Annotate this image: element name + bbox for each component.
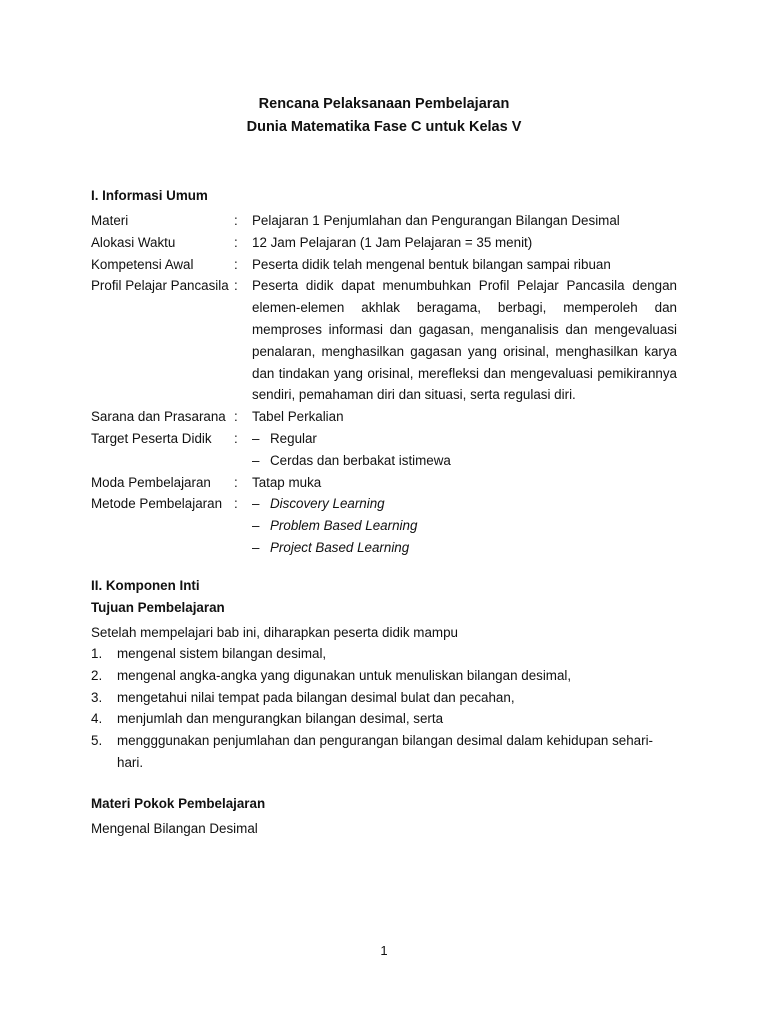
section-komponen-inti-heading: II. Komponen Inti bbox=[91, 578, 200, 593]
info-label: Kompetensi Awal bbox=[91, 256, 194, 272]
info-label: Metode Pembelajaran bbox=[91, 496, 223, 512]
info-row-target-peserta bbox=[91, 428, 679, 472]
list-item bbox=[91, 730, 679, 774]
info-colon: : bbox=[234, 278, 238, 294]
info-value: Pelajaran 1 Penjumlahan dan Pengurangan Bilangan Desimal bbox=[252, 213, 620, 228]
info-value-list bbox=[252, 493, 677, 558]
list-item-text: menjumlah dan mengurangkan bilangan desimal, serta bbox=[117, 711, 444, 727]
info-colon: : bbox=[234, 256, 238, 272]
tujuan-pembelajaran-heading: Tujuan Pembelajaran bbox=[91, 600, 225, 615]
info-label: Target Peserta Didik bbox=[91, 430, 212, 446]
list-item-text: Cerdas dan berbakat istimewa bbox=[270, 452, 451, 468]
info-value: Tabel Perkalian bbox=[252, 409, 344, 425]
info-value: Tatap muka bbox=[252, 474, 322, 490]
info-colon: : bbox=[234, 213, 238, 228]
list-item-text: mengggunakan penjumlahan dan pengurangan bilangan desimal dalam kehidupan sehari-hari. bbox=[117, 733, 654, 770]
materi-pokok-heading: Materi Pokok Pembelajaran bbox=[91, 796, 266, 811]
list-item bbox=[91, 665, 679, 687]
info-value: Peserta didik telah mengenal bentuk bilangan sampai ribuan bbox=[252, 256, 611, 272]
list-item bbox=[252, 515, 677, 537]
info-label: Alokasi Waktu bbox=[91, 234, 176, 250]
page-number: 1 bbox=[380, 943, 388, 958]
list-number: 2. bbox=[91, 667, 103, 683]
materi-pokok-text: Mengenal Bilangan Desimal bbox=[91, 821, 258, 836]
info-row-profil-pelajar bbox=[91, 275, 679, 406]
list-number: 3. bbox=[91, 689, 103, 705]
list-number: 1. bbox=[91, 646, 103, 661]
list-item-text: Discovery Learning bbox=[270, 496, 385, 512]
document-title: Rencana Pelaksanaan Pembelajaran bbox=[258, 96, 510, 112]
document-subtitle: Dunia Matematika Fase C untuk Kelas V bbox=[246, 119, 522, 135]
info-value: Peserta didik dapat menumbuhkan Profil Pelajar Pancasila dengan elemen-elemen akhlak beragama, berbagi, memperoleh dan memproses informasi dan gagasan, menganalisis dan mengevaluasi penalaran, menghasilkan gagasan yang orisinal, menghasilkan karya dan tindakan yang orisinal, merefleksi dan mengevaluasi pemikirannya sendiri, pemahaman diri dan situasi, serta regulasi diri. bbox=[252, 278, 677, 403]
list-item-text: mengenal sistem bilangan desimal, bbox=[117, 646, 327, 661]
info-row-sarana bbox=[91, 406, 679, 428]
dash-bullet: – bbox=[252, 539, 260, 555]
list-item bbox=[252, 493, 677, 515]
tujuan-intro: Setelah mempelajari bab ini, diharapkan peserta didik mampu bbox=[91, 625, 458, 640]
info-row-kompetensi-awal bbox=[91, 254, 679, 276]
list-item bbox=[91, 708, 679, 730]
list-number: 4. bbox=[91, 711, 103, 727]
info-label: Materi bbox=[91, 213, 129, 228]
list-item bbox=[91, 687, 679, 709]
list-item bbox=[91, 643, 679, 665]
list-number: 5. bbox=[91, 733, 103, 749]
info-row-metode bbox=[91, 493, 679, 558]
info-label: Sarana dan Prasarana bbox=[91, 409, 226, 425]
dash-bullet: – bbox=[252, 518, 260, 534]
info-colon: : bbox=[234, 496, 238, 512]
informasi-umum-table bbox=[91, 210, 679, 559]
list-item bbox=[252, 537, 677, 559]
list-item-text: Project Based Learning bbox=[270, 539, 410, 555]
info-label: Moda Pembelajaran bbox=[91, 474, 211, 490]
info-value-list bbox=[252, 428, 677, 472]
info-value: 12 Jam Pelajaran (1 Jam Pelajaran = 35 menit) bbox=[252, 234, 533, 250]
list-item-text: mengenal angka-angka yang digunakan untuk menuliskan bilangan desimal, bbox=[117, 667, 572, 683]
info-colon: : bbox=[234, 234, 238, 250]
list-item-text: Regular bbox=[270, 430, 317, 446]
list-item bbox=[252, 428, 677, 450]
info-row-alokasi-waktu bbox=[91, 232, 679, 254]
dash-bullet: – bbox=[252, 496, 260, 512]
info-row-materi bbox=[91, 210, 679, 232]
list-item-text: Problem Based Learning bbox=[270, 518, 418, 534]
list-item bbox=[252, 450, 677, 472]
dash-bullet: – bbox=[252, 430, 260, 446]
info-colon: : bbox=[234, 430, 238, 446]
info-colon: : bbox=[234, 474, 238, 490]
section-informasi-umum-heading: I. Informasi Umum bbox=[91, 188, 208, 203]
info-label: Profil Pelajar Pancasila bbox=[91, 278, 229, 294]
info-colon: : bbox=[234, 409, 238, 425]
tujuan-list bbox=[91, 643, 679, 774]
info-row-moda bbox=[91, 472, 679, 494]
dash-bullet: – bbox=[252, 452, 260, 468]
list-item-text: mengetahui nilai tempat pada bilangan desimal bulat dan pecahan, bbox=[117, 689, 515, 705]
